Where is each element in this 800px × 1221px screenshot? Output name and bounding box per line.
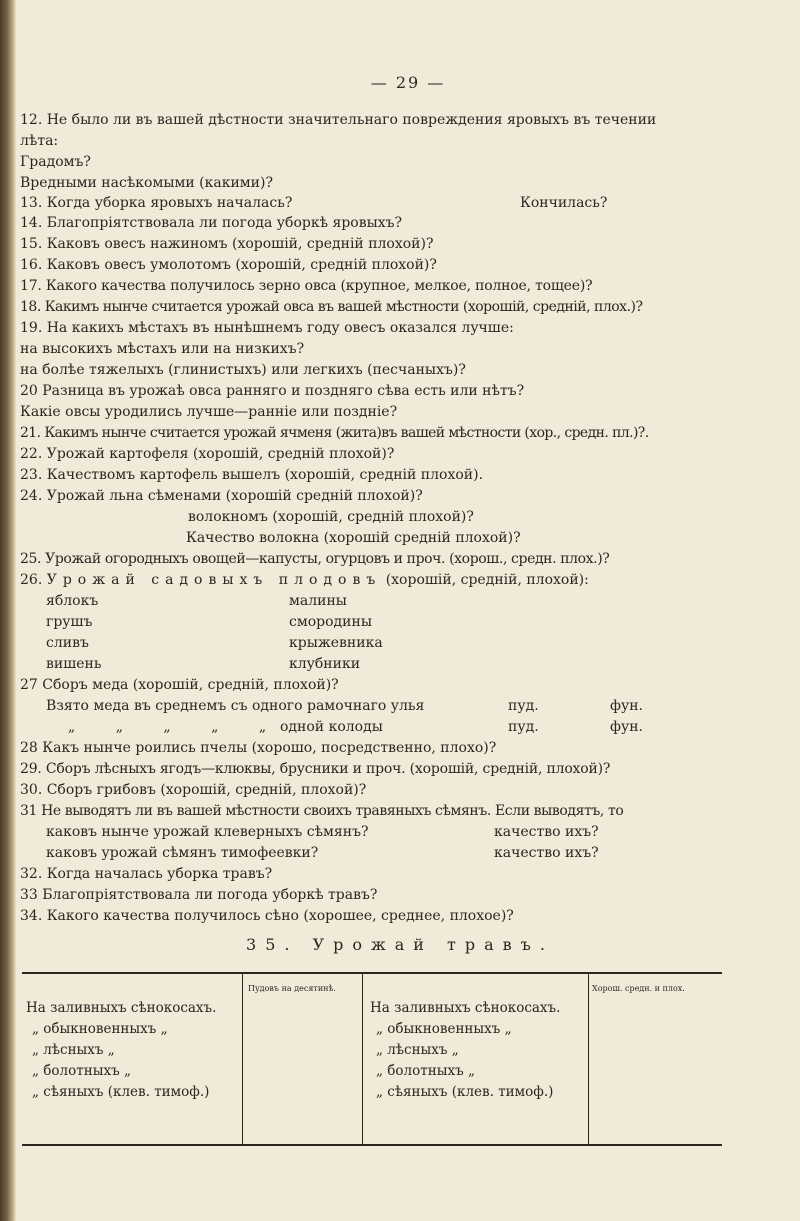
question-26-spaced-title: Урожай садовыхъ плодовъ [46, 572, 382, 588]
question-31-clover-quality: качество ихъ? [494, 824, 599, 840]
right-row-marsh: „ болотныхъ „ [376, 1063, 475, 1079]
question-16: 16. Каковъ овесъ умолотомъ (хорошій, средній плохой)? [20, 257, 437, 273]
question-17: 17. Какого качества получилось зерно овса (крупное, мелкое, полное, тощее)? [20, 278, 593, 294]
question-27-ditto-marks: „ „ „ „ „ [68, 719, 285, 735]
table-divider-2 [362, 974, 363, 1144]
question-19: 19. На какихъ мѣстахъ въ нынѣшнемъ году овесъ оказался лучше: [20, 320, 514, 336]
left-row-sown: „ сѣяныхъ (клев. тимоф.) [32, 1084, 210, 1100]
question-27-log-hive: одной колоды [280, 719, 383, 735]
right-row-forest: „ лѣсныхъ „ [376, 1042, 459, 1058]
question-12-hail: Градомъ? [20, 154, 91, 170]
book-spine-shadow [0, 0, 16, 1221]
question-27-pud-2: пуд. [508, 719, 539, 735]
question-30: 30. Сборъ грибовъ (хорошій, средній, плохой)? [20, 782, 367, 798]
right-row-flood-meadows: На заливныхъ сѣнокосахъ. [370, 1000, 561, 1016]
question-29: 29. Сборъ лѣсныхъ ягодъ—клюквы, брусники и проч. (хорошій, средній, плохой)? [20, 761, 611, 777]
question-13-end: Кончилась? [520, 195, 608, 211]
question-34: 34. Какого качества получилось сѣно (хорошее, среднее, плохое)? [20, 908, 514, 924]
question-15: 15. Каковъ овесъ нажиномъ (хорошій, средній плохой)? [20, 236, 434, 252]
question-27-pud-1: пуд. [508, 698, 539, 714]
question-33: 33 Благопріятствовала ли погода уборкѣ травъ? [20, 887, 378, 903]
fruit-strawberries: клубники [289, 656, 361, 672]
page-number: — 29 — [370, 73, 446, 92]
grass-harvest-table [22, 972, 722, 1146]
question-31-timothy: каковъ урожай сѣмянъ тимофеевки? [46, 845, 319, 861]
left-row-ordinary: „ обыкновенныхъ „ [32, 1021, 168, 1037]
question-24-fiber: волокномъ (хорошій, средній плохой)? [188, 509, 474, 525]
question-12-insects: Вредными насѣкомыми (какими)? [20, 175, 273, 191]
question-31-clover: каковъ нынче урожай клеверныхъ сѣмянъ? [46, 824, 369, 840]
fruit-plums: сливъ [46, 635, 89, 651]
left-row-marsh: „ болотныхъ „ [32, 1063, 131, 1079]
question-27-frame-hive: Взято меда въ среднемъ съ одного рамочнаго улья [46, 698, 425, 714]
question-14: 14. Благопріятствовала ли погода уборкѣ яровыхъ? [20, 215, 403, 231]
question-12: 12. Не было ли въ вашей дѣстности значительнаго повреждения яровыхъ въ течении [20, 112, 657, 128]
question-21: 21. Какимъ нынче считается урожай ячменя (жита)въ вашей мѣстности (хор., средн. пл.)?. [20, 425, 649, 441]
question-32: 32. Когда началась уборка травъ? [20, 866, 273, 882]
question-19-soil: на болѣе тяжелыхъ (глинистыхъ) или легкихъ (песчаныхъ)? [20, 362, 466, 378]
left-row-flood-meadows: На заливныхъ сѣнокосахъ. [26, 1000, 217, 1016]
right-row-ordinary: „ обыкновенныхъ „ [376, 1021, 512, 1037]
question-26-number: 26. [20, 572, 43, 588]
question-26-scale: (хорошій, средній, плохой): [385, 572, 589, 588]
right-row-sown: „ сѣяныхъ (клев. тимоф.) [376, 1084, 554, 1100]
fruit-currants: смородины [289, 614, 372, 630]
question-31-timothy-quality: качество ихъ? [494, 845, 599, 861]
left-row-forest: „ лѣсныхъ „ [32, 1042, 115, 1058]
fruit-apples: яблокъ [46, 593, 99, 609]
question-28: 28 Какъ нынче роились пчелы (хорошо, посредственно, плохо)? [20, 740, 497, 756]
question-25: 25. Урожай огородныхъ овощей—капусты, огурцовъ и проч. (хорош., средн. плох.)? [20, 551, 610, 567]
question-13: 13. Когда уборка яровыхъ началась? [20, 195, 293, 211]
question-26 [20, 571, 589, 589]
table-divider-3 [588, 974, 589, 1144]
question-24: 24. Урожай льна сѣменами (хорошій средній плохой)? [20, 488, 423, 504]
question-31: 31 Не выводятъ ли въ вашей мѣстности своихъ травяныхъ сѣмянъ. Если выводятъ, то [20, 803, 624, 819]
question-19-high-low: на высокихъ мѣстахъ или на низкихъ? [20, 341, 305, 357]
question-23: 23. Качествомъ картофель вышелъ (хорошій, средній плохой). [20, 467, 484, 483]
question-27-fun-1: фун. [610, 698, 643, 714]
fruit-gooseberries: крыжевника [289, 635, 383, 651]
column-header-quality: Хорош. средн. и плох. [592, 984, 685, 993]
fruit-raspberries: малины [289, 593, 347, 609]
question-24-fiber-quality: Качество волокна (хорошій средній плохой)? [186, 530, 521, 546]
column-header-pud: Пудовъ на десятинѣ. [248, 984, 336, 993]
section-35-title: 35. Урожай травъ. [246, 935, 554, 954]
question-20: 20 Разница въ урожаѣ овса ранняго и поздняго сѣва есть или нѣтъ? [20, 383, 525, 399]
question-12-cont: лѣта: [20, 133, 59, 149]
question-18: 18. Какимъ нынче считается урожай овса въ вашей мѣстности (хорошій, средній, плох.)? [20, 299, 643, 315]
question-27: 27 Сборъ меда (хорошій, средній, плохой)? [20, 677, 339, 693]
question-20-early-late: Какіе овсы уродились лучше—ранніе или поздніе? [20, 404, 398, 420]
question-22: 22. Урожай картофеля (хорошій, средній плохой)? [20, 446, 395, 462]
fruit-pears: грушъ [46, 614, 93, 630]
question-27-fun-2: фун. [610, 719, 643, 735]
fruit-cherries: вишень [46, 656, 102, 672]
table-divider-1 [242, 974, 243, 1144]
